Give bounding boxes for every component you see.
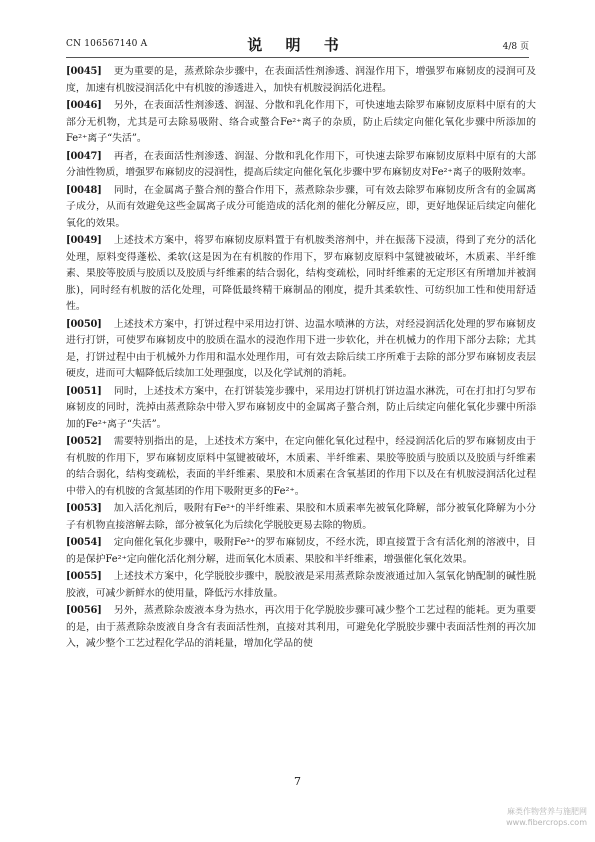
paragraph-number: [0053]: [66, 503, 102, 514]
paragraph-text: 再者，在表面活性剂渗透、润湿、分散和乳化作用下，可快速去除罗布麻韧皮原料中原有的大部分油性物质，增强罗布麻韧皮的浸润性，提高后续定向催化氧化步骤中罗布麻韧皮对Fe²⁺离子的吸附效率。: [66, 150, 536, 178]
paragraph-number: [0046]: [66, 100, 102, 111]
header-divider: [66, 57, 529, 58]
paragraph-0052: [66, 434, 536, 500]
paragraph-number: [0049]: [66, 235, 102, 246]
paragraph-number: [0048]: [66, 184, 102, 196]
paragraph-0047: [66, 149, 536, 182]
paragraph-text: 同时，在金属离子螯合剂的螯合作用下，蒸煮除杂步骤，可有效去除罗布麻韧皮所含有的金属离子成分，从而有效避免这些金属离子成分可能造成的活化剂的催化分解反应，即，更好地保证后续定向催化氧化的效果。: [66, 184, 536, 229]
description-body: [66, 64, 536, 654]
paragraph-number: [0047]: [66, 150, 102, 162]
watermark-site-name: 麻类作物营养与施肥网: [507, 807, 587, 816]
paragraph-text: 同时，上述技术方案中，在打饼装笼步骤中，采用边打饼机打饼边温水淋洗，可在打扣打匀罗布麻韧皮的同时，洗掉由蒸煮除杂中带入罗布麻韧皮中的金属离子螯合剂，防止后续定向催化氧化步骤中所添加的Fe²⁺离子“失活”。: [66, 385, 536, 430]
paragraph-0056: [66, 603, 536, 653]
paragraph-text: 另外，蒸煮除杂废液本身为热水，再次用于化学脱胶步骤可减少整个工艺过程的能耗。更为重要的是，由于蒸煮除杂废液自身含有表面活性剂，直接对其利用，可避免化学脱胶步骤中表面活性剂的再次加入，减少整个工艺过程化学品的消耗量，增加化学品的使: [66, 605, 536, 649]
paragraph-text: 定向催化氧化步骤中，吸附Fe²⁺的罗布麻韧皮，不经水洗，即直接置于含有活化剂的溶液中，目的是保护Fe²⁺定向催化活化剂分解，进而氧化木质素、果胶和半纤维素，增强催化氧化效果。: [66, 537, 536, 565]
paragraph-number: [0056]: [66, 605, 102, 616]
paragraph-text: 另外，在表面活性剂渗透、润湿、分散和乳化作用下，可快速地去除罗布麻韧皮原料中原有的大部分无机物，尤其是可去除易吸附、络合或螯合Fe²⁺离子的杂质，防止后续定向催化氧化步骤中所添加的Fe²⁺离子“失活”。: [66, 100, 536, 144]
paragraph-text: 需要特别指出的是，上述技术方案中，在定向催化氧化过程中，经浸润活化后的罗布麻韧皮由于有机胺的作用下，罗布麻韧皮原料中氢键被破坏，木质素、半纤维素、果胶等胶质与胶质以及胶质与纤维素的结合弱化，结构变疏松，表面的半纤维素、果胶和木质素在含氧基团的作用下以及在有机胺浸润活化过程中带入的有机胺的含氮基团的作用下吸附更多的Fe²⁺。: [66, 436, 536, 497]
paragraph-text: 更为重要的是，蒸煮除杂步骤中，在表面活性剂渗透、润湿作用下，增强罗布麻韧皮的浸润可及度，加速有机胺浸润活化中有机胺的渗透进入，加快有机胺浸润活化进程。: [66, 66, 536, 94]
paragraph-0050: [66, 317, 536, 383]
page-indicator: 4/8 页: [502, 42, 529, 52]
paragraph-0055: [66, 569, 536, 602]
paragraph-number: [0051]: [66, 385, 102, 397]
paragraph-text: 加入活化剂后，吸附有Fe²⁺的半纤维素、果胶和木质素率先被氧化降解，部分被氧化降解为小分子有机物直接溶解去除，部分被氧化为后续化学脱胶更易去除的物质。: [66, 503, 536, 531]
paragraph-number: [0045]: [66, 66, 102, 77]
paragraph-number: [0054]: [66, 537, 102, 548]
paragraph-text: 上述技术方案中，将罗布麻韧皮原料置于有机胺类溶剂中，并在振荡下浸渍，得到了充分的活化处理，原料变得蓬松、柔软(这是因为在有机胺的作用下，罗布麻韧皮原料中氢键被破坏，木质素、半纤维素、果胶等胶质与胶质以及胶质与纤维素的结合弱化，结构变疏松，同时纤维素的无定形区有所增加并被润胀)，同时经有机胺的活化处理，可降低最终精干麻制品的刚度，提升其柔软性、可纺织加工性和使用舒适性。: [66, 235, 536, 312]
paragraph-0051: [66, 384, 536, 434]
page-number: 7: [294, 775, 301, 788]
site-watermark: [506, 806, 587, 828]
document-number: CN 106567140 A: [66, 39, 148, 49]
paragraph-0053: [66, 501, 536, 534]
paragraph-0046: [66, 98, 536, 148]
paragraph-0054: [66, 535, 536, 568]
paragraph-text: 上述技术方案中，打饼过程中采用边打饼、边温水喷淋的方法，对经浸润活化处理的罗布麻韧皮进行打饼，可使罗布麻韧皮中的胶质在温水的浸泡作用下进一步软化，并在机械力的作用下部分去除；尤其是，打饼过程中由于机械外力作用和温水处理作用，可有效去除后续工序所难于去除的部分罗布麻韧皮表层硬皮，进而可大幅降低后续加工处理强度，以及化学试剂的消耗。: [66, 318, 536, 379]
paragraph-text: 上述技术方案中，化学脱胶步骤中，脱胶液是采用蒸煮除杂废液通过加入氢氧化钠配制的碱性脱胶液，可减少新鲜水的使用量，降低污水排放量。: [66, 571, 536, 599]
paragraph-number: [0052]: [66, 436, 102, 447]
page-header: [66, 34, 529, 54]
paragraph-number: [0050]: [66, 318, 102, 330]
paragraph-0048: [66, 183, 536, 233]
paragraph-0045: [66, 64, 536, 97]
watermark-url: www.fibercrops.com: [506, 818, 587, 827]
paragraph-0049: [66, 233, 536, 316]
document-title: 说 明 书: [247, 36, 348, 54]
paragraph-number: [0055]: [66, 571, 102, 582]
